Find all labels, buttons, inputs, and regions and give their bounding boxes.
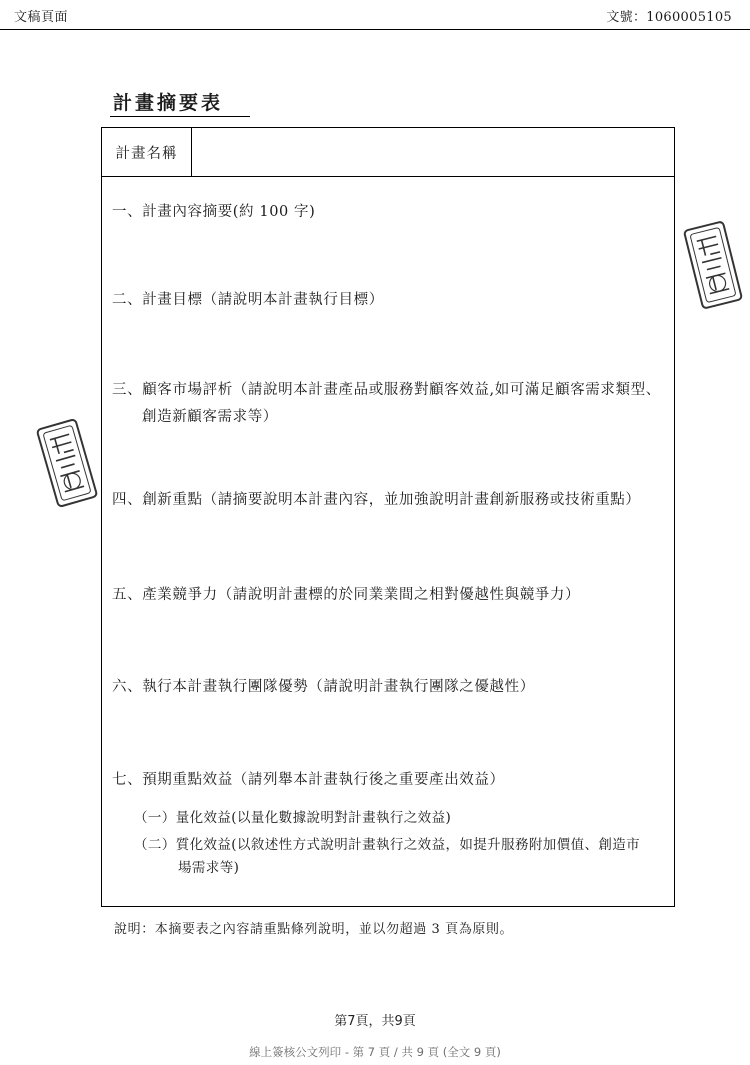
form-item-4-number: 四、: [112, 492, 143, 508]
form-subitem-2-text: （二）質化效益(以敘述性方式說明計畫執行之效益，如提升服務附加價值、創造市: [134, 837, 641, 853]
page-header-band: [0, 0, 750, 30]
form-item-4: [112, 487, 664, 514]
seal-stamp-left-icon: [33, 415, 101, 510]
form-subitem-2-continued: 場需求等): [178, 859, 240, 876]
form-item-7-number: 七、: [112, 772, 143, 788]
form-item-6: [112, 674, 664, 701]
plan-name-row: [102, 128, 674, 177]
form-subitem-1-text: （一）量化效益(以量化數據說明對計畫執行之效益): [134, 810, 452, 826]
form-item-7: [112, 767, 664, 794]
print-footer-label: 線上簽核公文列印 - 第 7 頁 / 共 9 頁 (全文 9 頁): [249, 1045, 501, 1059]
seal-stamp-right-icon: [680, 218, 745, 313]
form-note: 說明：本摘要表之內容請重點條列說明，並以勿超過 3 頁為原則。: [114, 922, 514, 937]
page-title: 計畫摘要表: [113, 92, 224, 114]
form-item-3-continued: 創造新顧客需求等）: [142, 408, 278, 425]
form-subitem-2: [134, 834, 664, 880]
header-left-label: 文稿頁面: [14, 10, 69, 25]
form-item-1-number: 一、: [112, 204, 143, 220]
form-item-3-text: 顧客市場評析（請說明本計畫產品或服務對顧客效益,如可滿足顧客需求類型、: [142, 382, 661, 398]
form-item-2-text: 計畫目標（請說明本計畫執行目標）: [142, 292, 384, 308]
form-item-7-text: 預期重點效益（請列舉本計畫執行後之重要產出效益）: [142, 772, 505, 788]
page-number-label: 第7頁，共9頁: [334, 1014, 416, 1029]
summary-form-table: [101, 127, 675, 907]
form-item-6-number: 六、: [112, 679, 143, 695]
form-item-5: [112, 582, 664, 609]
plan-name-value[interactable]: [192, 128, 674, 176]
form-item-3-number: 三、: [112, 382, 143, 398]
document-number: 文號：1060005105: [606, 10, 732, 25]
plan-name-label: 計畫名稱: [102, 128, 192, 176]
form-item-1: [112, 199, 664, 226]
form-item-5-text: 產業競爭力（請說明計畫標的於同業業間之相對優越性與競爭力）: [142, 587, 581, 603]
title-underline: [110, 116, 250, 117]
form-items-area: [102, 177, 674, 906]
form-subitem-1: [134, 807, 664, 830]
form-item-2: [112, 287, 664, 314]
form-item-5-number: 五、: [112, 587, 143, 603]
form-item-2-number: 二、: [112, 292, 143, 308]
form-item-4-text: 創新重點（請摘要說明本計畫內容，並加強說明計畫創新服務或技術重點）: [142, 492, 641, 508]
form-item-6-text: 執行本計畫執行團隊優勢（請說明計畫執行團隊之優越性）: [142, 679, 535, 695]
form-item-3: [112, 377, 664, 431]
form-item-1-text: 計畫內容摘要(約 100 字): [142, 204, 316, 220]
